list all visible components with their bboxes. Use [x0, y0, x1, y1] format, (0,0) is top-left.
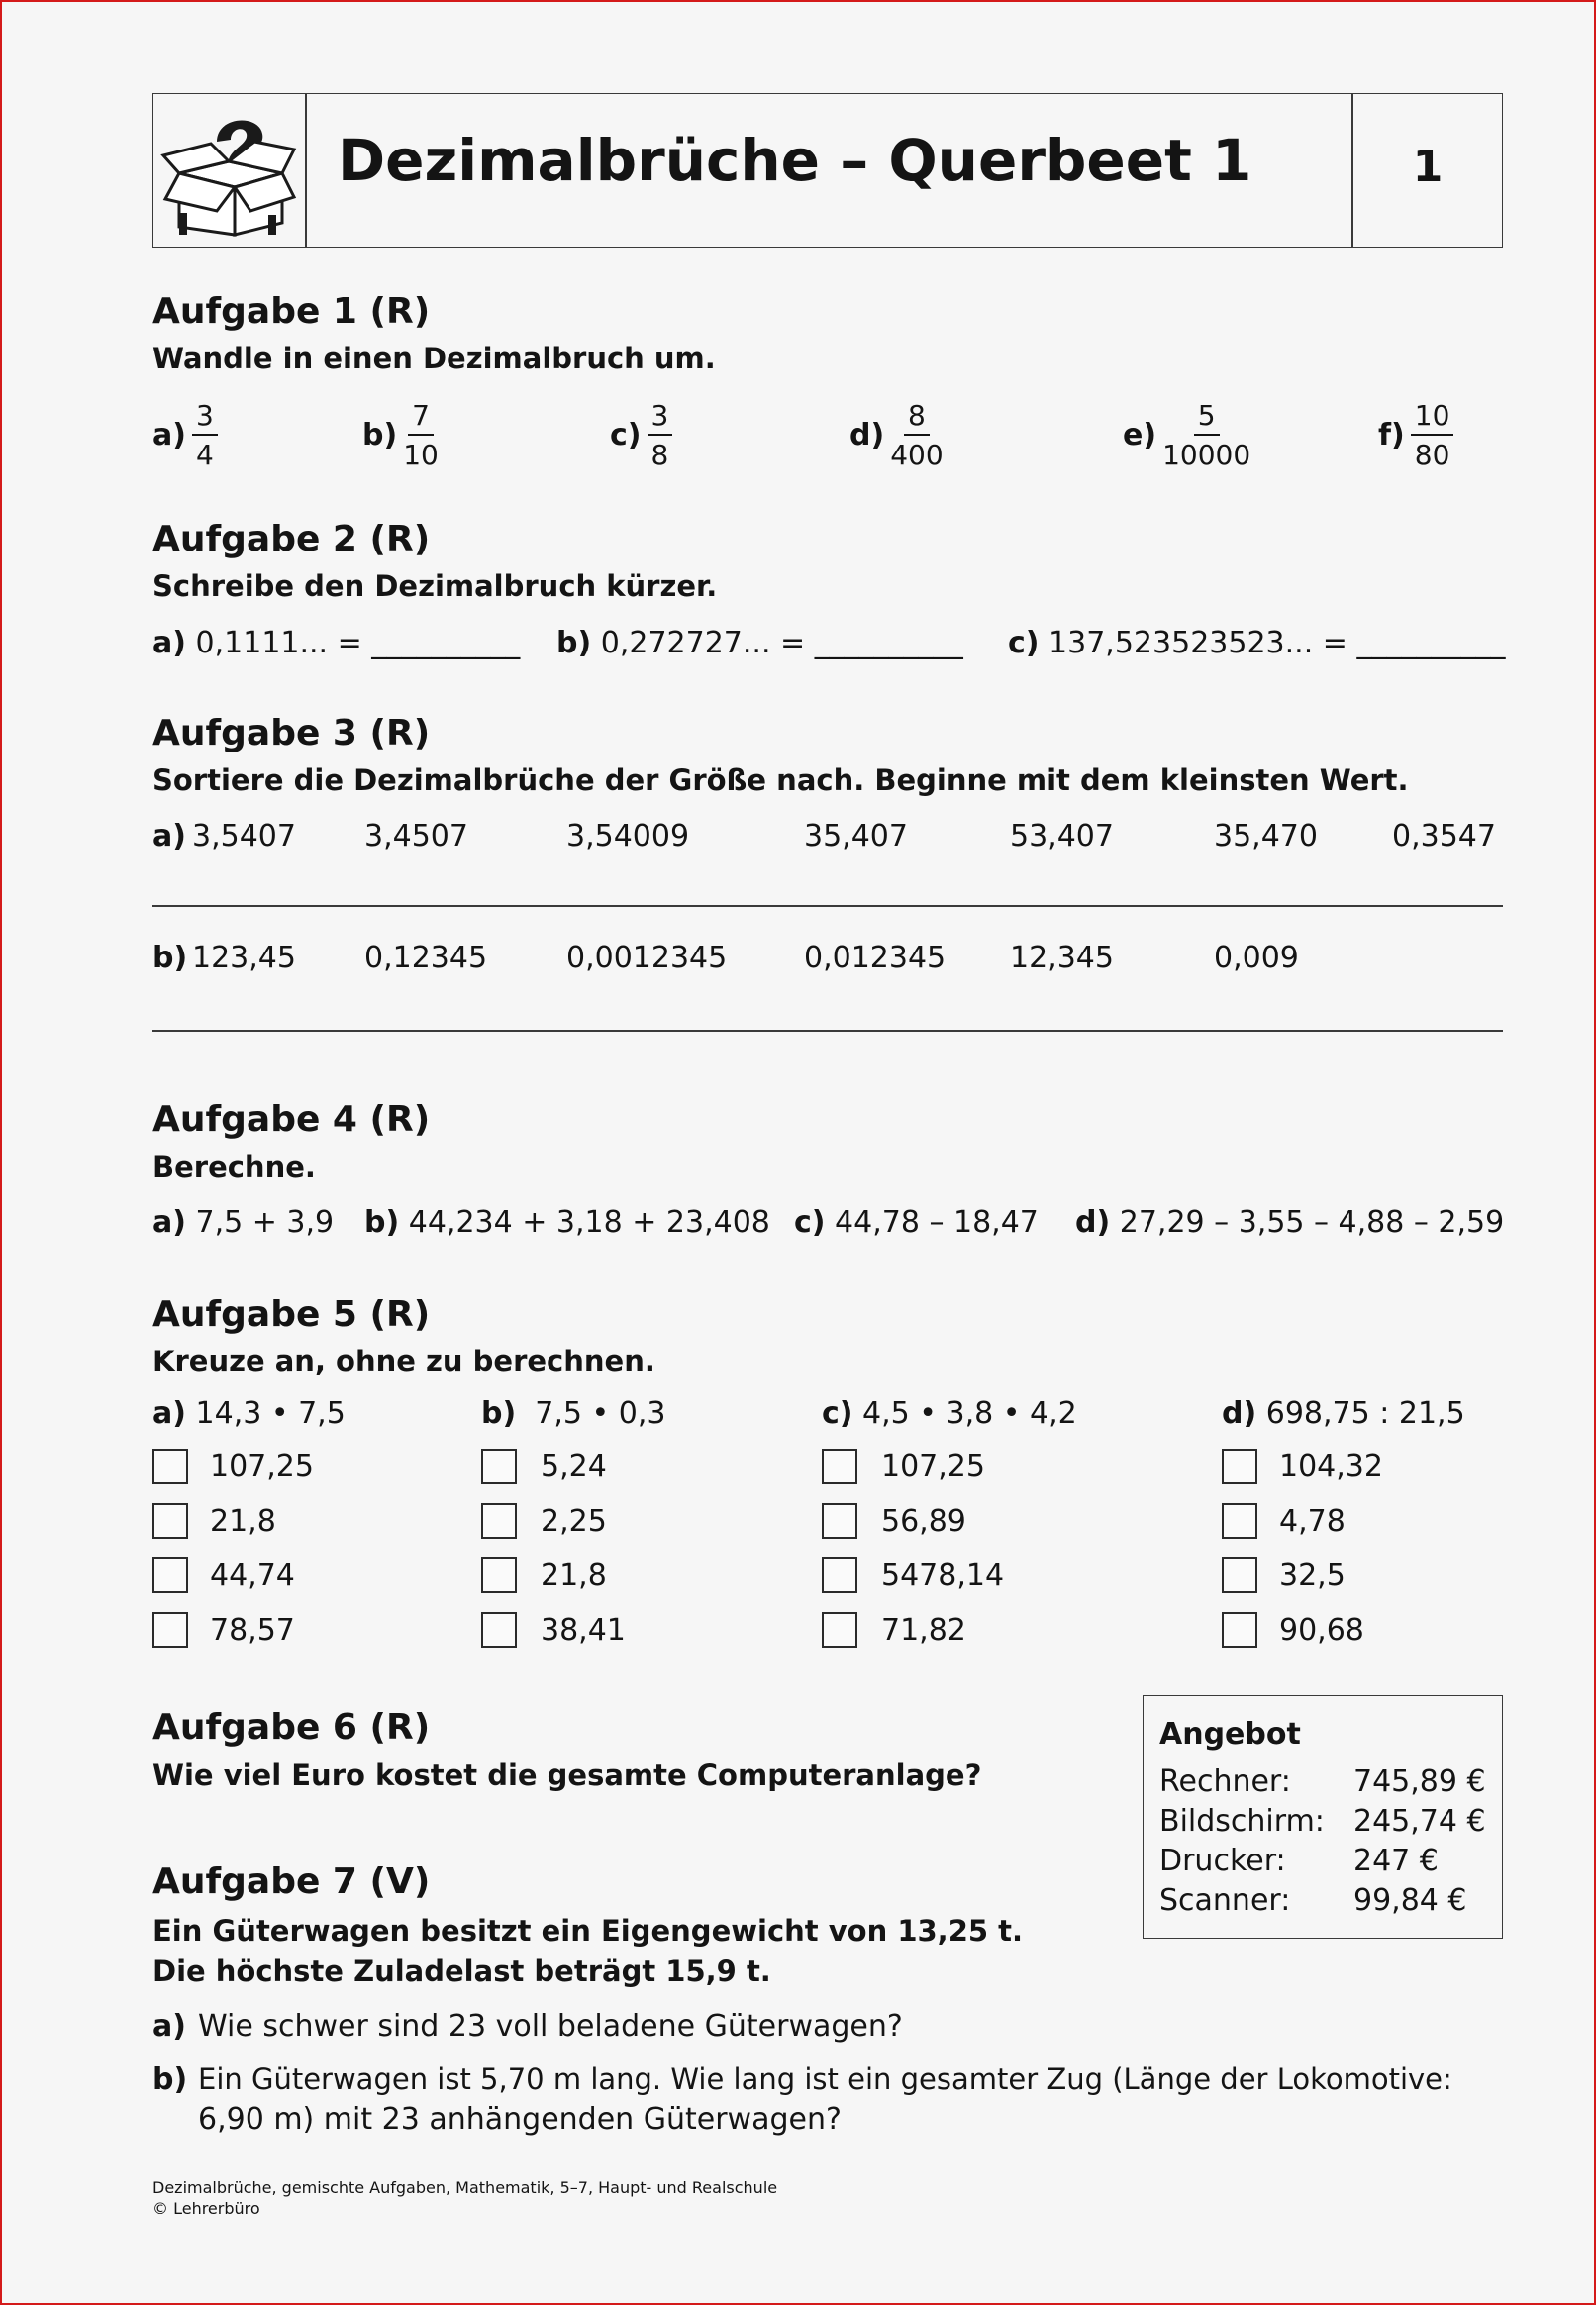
task3-a-value: 3,5407	[192, 819, 296, 853]
task3-b-value: 123,45	[192, 941, 296, 975]
task7-b-text: Ein Güterwagen ist 5,70 m lang. Wie lang ist ein gesamter Zug (Länge der Lokomotive:	[198, 2062, 1452, 2096]
checkbox[interactable]	[1222, 1503, 1257, 1539]
option-label: 44,74	[210, 1558, 295, 1593]
option-label: 78,57	[210, 1613, 295, 1648]
denominator: 8	[650, 439, 669, 471]
task3-a-value: 0,3547	[1392, 819, 1496, 853]
item-label: b)	[556, 626, 592, 660]
task3-a-value: 35,470	[1214, 819, 1318, 853]
task2-item-b	[556, 626, 963, 660]
option-label: 71,82	[881, 1613, 966, 1648]
item-label: d)	[1075, 1205, 1111, 1240]
item-label: d)	[849, 418, 885, 452]
task6-instruction: Wie viel Euro kostet die gesamte Computeranlage?	[152, 1758, 982, 1792]
option-label: 38,41	[541, 1613, 626, 1648]
task3-row-a-label: a)	[152, 819, 186, 853]
checkbox[interactable]	[152, 1612, 188, 1648]
fraction	[1411, 399, 1454, 471]
numerator: 3	[192, 402, 218, 436]
task3-instruction: Sortiere die Dezimalbrüche der Größe nach. Beginne mit dem kleinsten Wert.	[152, 763, 1409, 797]
denominator: 4	[195, 439, 214, 471]
task2-heading: Aufgabe 2 (R)	[152, 519, 431, 559]
item-text: 44,234 + 3,18 + 23,408	[408, 1205, 770, 1240]
task3-b-value: 0,0012345	[566, 941, 728, 975]
item-label: f)	[1378, 418, 1405, 452]
task4-instruction: Berechne.	[152, 1151, 316, 1184]
task3-a-value: 3,4507	[364, 819, 468, 853]
offer-price: 245,74 €	[1353, 1804, 1486, 1839]
item-label: c)	[822, 1396, 853, 1431]
checkbox[interactable]	[481, 1449, 517, 1484]
task3-row-b-label: b)	[152, 941, 188, 975]
option-label: 2,25	[541, 1504, 607, 1539]
task3-a-value: 3,54009	[566, 819, 690, 853]
task7-b-label: b)	[152, 2062, 188, 2097]
offer-title: Angebot	[1159, 1717, 1301, 1752]
expression: 7,5 • 0,3	[525, 1396, 666, 1431]
task1-item-c	[610, 399, 672, 471]
task1-instruction: Wandle in einen Dezimalbruch um.	[152, 342, 716, 375]
fraction	[403, 399, 439, 471]
task7-a-label: a)	[152, 2009, 186, 2044]
item-label: a)	[152, 626, 186, 660]
header-divider	[305, 94, 307, 247]
item-text: 137,523523523... = __________	[1048, 626, 1506, 660]
expression: 698,75 : 21,5	[1265, 1396, 1465, 1431]
checkbox[interactable]	[481, 1612, 517, 1648]
task1-heading: Aufgabe 1 (R)	[152, 291, 431, 332]
checkbox[interactable]	[822, 1557, 857, 1593]
sheet-number: 1	[1412, 142, 1444, 192]
task1-item-b	[362, 399, 439, 471]
task4-heading: Aufgabe 4 (R)	[152, 1099, 431, 1140]
denominator: 400	[890, 439, 944, 471]
denominator: 10	[403, 439, 439, 471]
task5-col-a-expr	[152, 1396, 346, 1431]
task1-item-f	[1378, 399, 1453, 471]
offer-price: 745,89 €	[1353, 1764, 1486, 1799]
item-label: b)	[362, 418, 398, 452]
checkbox[interactable]	[152, 1449, 188, 1484]
item-label: c)	[1008, 626, 1040, 660]
checkbox[interactable]	[152, 1557, 188, 1593]
option-label: 56,89	[881, 1504, 966, 1539]
checkbox[interactable]	[481, 1557, 517, 1593]
footer-copyright: © Lehrerbüro	[152, 2199, 260, 2218]
item-label: b)	[481, 1396, 517, 1431]
fraction	[1162, 399, 1251, 471]
offer-box	[1143, 1695, 1503, 1939]
question-box-logo-icon	[159, 104, 298, 237]
task5-col-d-expr	[1222, 1396, 1465, 1431]
expression: 14,3 • 7,5	[195, 1396, 346, 1431]
task3-b-value: 12,345	[1010, 941, 1114, 975]
task3-b-value: 0,12345	[364, 941, 488, 975]
task4-item-c	[794, 1205, 1039, 1240]
checkbox[interactable]	[822, 1503, 857, 1539]
task2-instruction: Schreibe den Dezimalbruch kürzer.	[152, 569, 718, 603]
item-label: c)	[610, 418, 642, 452]
answer-line	[152, 1030, 1503, 1032]
task4-item-b	[364, 1205, 770, 1240]
option-label: 107,25	[210, 1450, 314, 1484]
task7-a-text: Wie schwer sind 23 voll beladene Güterwagen?	[198, 2009, 903, 2044]
header-box	[152, 93, 1503, 248]
checkbox[interactable]	[1222, 1612, 1257, 1648]
offer-price: 247 €	[1353, 1844, 1439, 1878]
offer-price: 99,84 €	[1353, 1883, 1467, 1918]
item-text: 27,29 – 3,55 – 4,88 – 2,59	[1119, 1205, 1505, 1240]
task4-item-d	[1075, 1205, 1505, 1240]
fraction	[648, 399, 673, 471]
task1-item-e	[1123, 399, 1251, 471]
task3-a-value: 35,407	[804, 819, 908, 853]
task5-instruction: Kreuze an, ohne zu berechnen.	[152, 1345, 655, 1378]
item-label: a)	[152, 1396, 186, 1431]
option-label: 90,68	[1279, 1613, 1364, 1648]
task5-heading: Aufgabe 5 (R)	[152, 1294, 431, 1335]
denominator: 80	[1414, 439, 1450, 471]
checkbox[interactable]	[1222, 1449, 1257, 1484]
numerator: 10	[1411, 402, 1454, 436]
numerator: 3	[648, 402, 673, 436]
offer-item: Scanner:	[1159, 1883, 1291, 1918]
task6-heading: Aufgabe 6 (R)	[152, 1707, 431, 1748]
option-label: 21,8	[210, 1504, 276, 1539]
fraction	[890, 399, 944, 471]
option-label: 4,78	[1279, 1504, 1346, 1539]
page-title: Dezimalbrüche – Querbeet 1	[338, 127, 1252, 194]
task7-b-text: 6,90 m) mit 23 anhängenden Güterwagen?	[198, 2102, 842, 2137]
item-text: 7,5 + 3,9	[195, 1205, 335, 1240]
task1-item-d	[849, 399, 944, 471]
task2-item-c	[1008, 626, 1506, 660]
item-label: b)	[364, 1205, 400, 1240]
numerator: 8	[904, 402, 930, 436]
task2-item-a	[152, 626, 521, 660]
denominator: 10000	[1162, 439, 1251, 471]
fraction	[192, 399, 218, 471]
task7-intro-line: Ein Güterwagen besitzt ein Eigengewicht von 13,25 t.	[152, 1914, 1024, 1948]
option-label: 107,25	[881, 1450, 985, 1484]
offer-item: Bildschirm:	[1159, 1804, 1325, 1839]
checkbox[interactable]	[822, 1612, 857, 1648]
item-text: 0,272727... = __________	[600, 626, 963, 660]
task5-col-c-expr	[822, 1396, 1077, 1431]
option-label: 104,32	[1279, 1450, 1383, 1484]
option-label: 21,8	[541, 1558, 607, 1593]
task3-a-value: 53,407	[1010, 819, 1114, 853]
footer-line: Dezimalbrüche, gemischte Aufgaben, Mathematik, 5–7, Haupt- und Realschule	[152, 2178, 778, 2197]
item-label: a)	[152, 418, 186, 452]
task3-heading: Aufgabe 3 (R)	[152, 713, 431, 753]
task3-b-value: 0,009	[1214, 941, 1299, 975]
option-label: 32,5	[1279, 1558, 1346, 1593]
item-text: 44,78 – 18,47	[835, 1205, 1039, 1240]
item-label: e)	[1123, 418, 1157, 452]
item-text: 0,1111... = __________	[195, 626, 521, 660]
checkbox[interactable]	[822, 1449, 857, 1484]
offer-item: Drucker:	[1159, 1844, 1286, 1878]
task5-col-b-expr	[481, 1396, 666, 1431]
numerator: 5	[1194, 402, 1220, 436]
item-label: c)	[794, 1205, 826, 1240]
item-label: d)	[1222, 1396, 1257, 1431]
task1-item-a	[152, 399, 218, 471]
option-label: 5478,14	[881, 1558, 1005, 1593]
offer-item: Rechner:	[1159, 1764, 1291, 1799]
item-label: a)	[152, 1205, 186, 1240]
numerator: 7	[408, 402, 434, 436]
checkbox[interactable]	[1222, 1557, 1257, 1593]
task4-item-a	[152, 1205, 335, 1240]
task7-heading: Aufgabe 7 (V)	[152, 1861, 431, 1902]
checkbox[interactable]	[481, 1503, 517, 1539]
checkbox[interactable]	[152, 1503, 188, 1539]
task3-b-value: 0,012345	[804, 941, 947, 975]
answer-line	[152, 905, 1503, 907]
option-label: 5,24	[541, 1450, 607, 1484]
expression: 4,5 • 3,8 • 4,2	[862, 1396, 1077, 1431]
task7-intro-line: Die höchste Zuladelast beträgt 15,9 t.	[152, 1954, 771, 1988]
